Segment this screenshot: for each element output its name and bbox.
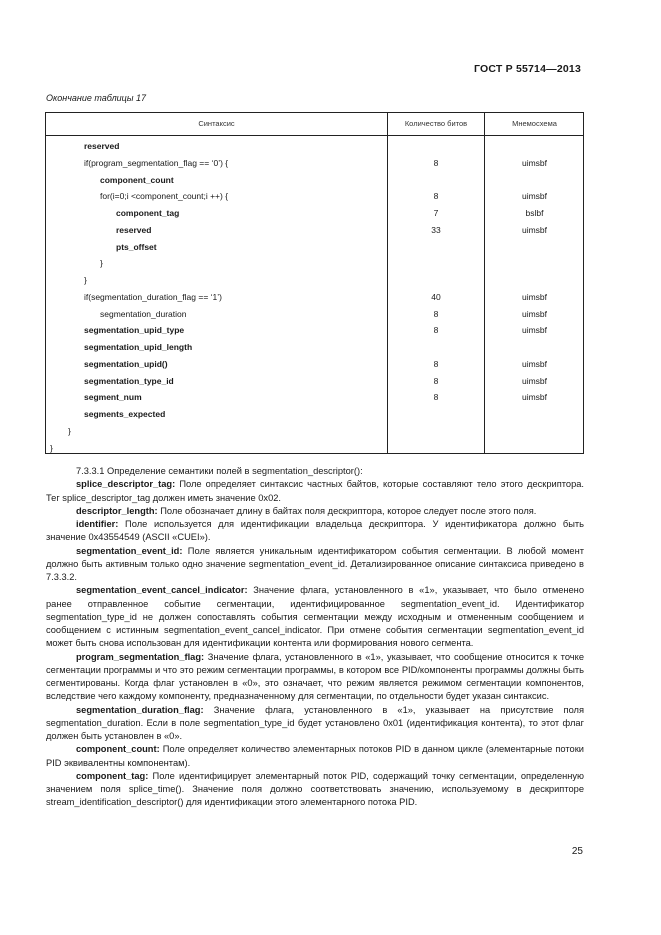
table-row (46, 239, 583, 255)
table-row (46, 406, 583, 422)
table-row (46, 272, 583, 288)
definition-paragraph (46, 545, 584, 585)
bits-cell: 40 (431, 291, 441, 302)
mnemonic-cell: uimsbf (521, 325, 548, 336)
table-row (46, 155, 583, 171)
syntax-cell: } (84, 275, 87, 285)
syntax-cell: reserved (116, 224, 152, 235)
table-row (46, 423, 583, 439)
standard-designation: ГОСТ Р 55714—2013 (473, 63, 581, 75)
syntax-cell: segmentation_upid_length (84, 342, 193, 352)
definition-paragraph (46, 704, 584, 744)
mnemonic-cell: uimsbf (521, 308, 548, 319)
syntax-cell: if(program_segmentation_flag == ‘0’) { (84, 157, 229, 168)
column-header-mnemonic: Мнемосхема (512, 119, 557, 128)
field-term: segmentation_event_cancel_indicator: (76, 585, 248, 596)
table-caption: Окончание таблицы 17 (46, 93, 146, 103)
mnemonic-cell: uimsbf (521, 191, 548, 202)
field-description: Значение флага, установленного в «1», указывает, что сообщение относится к точке сегментации программы и что это режим сегментации программы, в котором все PID/компоненты программы должны быть сегментированы. Когда флаг установлен в «0», это означает, что режим является режимом сегментации компонентов, вследствие чего каждому компоненту, предназначенному для сегментации, по отдельности будет указан синтаксис. (46, 651, 584, 702)
definition-paragraph (46, 743, 584, 770)
mnemonic-cell: uimsbf (521, 375, 548, 386)
bits-cell: 8 (433, 325, 439, 336)
field-term: segmentation_event_id: (76, 545, 183, 556)
field-description: Поле используется для идентификации владельца дескриптора. У идентификатора должно быть значение 0x43554549 (ASCII «CUEI»). (46, 519, 584, 543)
field-term: identifier: (76, 519, 119, 529)
syntax-cell: } (100, 258, 103, 269)
field-description: Значение флага, установленного в «1», указывает на присутствие поля segmentation_duration. Если в поле segmentation_type_id будет установлено 0x01 (идентификация контента), то этот флаг должен быть установлен в «0». (46, 704, 584, 741)
field-term: segmentation_duration_flag: (76, 704, 204, 715)
table-row (46, 389, 583, 405)
field-term: component_tag: (76, 770, 149, 781)
definition-paragraph (46, 770, 584, 810)
mnemonic-cell: uimsbf (521, 392, 548, 403)
table-row (46, 289, 583, 305)
syntax-cell: segment_num (84, 392, 142, 403)
body-text (46, 465, 584, 810)
table-header (46, 113, 583, 136)
field-term: component_count: (76, 744, 160, 755)
mnemonic-cell: uimsbf (521, 224, 548, 235)
field-description: Поле определяет синтаксис частных байтов, которые составляют тело этого дескриптора. Тег splice_descriptor_tag должен иметь значение 0x02. (46, 479, 584, 503)
syntax-cell: for(i=0;i <component_count;i ++) { (100, 191, 229, 202)
table-row (46, 205, 583, 221)
syntax-cell: component_count (100, 174, 174, 185)
field-term: descriptor_length: (76, 505, 158, 516)
bits-cell: 7 (433, 208, 439, 218)
definition-paragraph (46, 505, 584, 518)
syntax-cell: segmentation_duration (100, 308, 187, 319)
mnemonic-cell: bslbf (525, 208, 544, 218)
bits-cell: 8 (433, 358, 439, 369)
syntax-cell: } (50, 442, 53, 453)
table-row (46, 138, 583, 154)
column-header-bits: Количество битов (404, 119, 468, 128)
bits-cell: 8 (433, 191, 439, 202)
field-description: Поле определяет количество элементарных потоков PID в данном цикле (элементарные потоки PID эквивалентны компонентам). (46, 744, 584, 768)
page-number: 25 (571, 846, 583, 857)
syntax-cell: segmentation_upid() (84, 358, 168, 369)
table-row (46, 356, 583, 372)
bits-cell: 8 (433, 308, 439, 319)
table-row (46, 255, 583, 271)
field-description: Значение флага, установленного в «1», указывает, что было отменено ранее отправленное событие сегментации, идентифицированное segmentation_event_id. Идентификатор segmentation_type_id не должен сопоставлять события сегментации между исходным и отмененным сообщением и сообщением с истинным segmentation_event_cancel_indicator. При отмене события сегментации segmentation_event_id может быть снова использован для идентификации контента или формирования нового сегмента. (46, 585, 584, 649)
column-header-syntax: Синтаксис (198, 119, 235, 128)
table-row (46, 339, 583, 355)
field-description: Поле является уникальным идентификатором события сегментации. В любой момент должно быть активным только одно значение segmentation_event_id. Детализированное описание синтаксиса приведено в 7.3.3.2. (46, 545, 584, 582)
table-row (46, 322, 583, 338)
mnemonic-cell: uimsbf (521, 358, 548, 369)
table-row (46, 188, 583, 204)
syntax-cell: if(segmentation_duration_flag == ‘1’) (84, 291, 222, 302)
table-row (46, 222, 583, 238)
mnemonic-cell: uimsbf (521, 291, 548, 302)
table-row (46, 373, 583, 389)
syntax-cell: component_tag (116, 208, 180, 218)
syntax-cell: segmentation_type_id (84, 375, 174, 386)
bits-cell: 8 (433, 375, 439, 386)
syntax-cell: reserved (84, 141, 120, 151)
field-term: splice_descriptor_tag: (76, 479, 176, 490)
mnemonic-cell: uimsbf (521, 157, 548, 168)
field-term: program_segmentation_flag: (76, 651, 205, 662)
section-intro: 7.3.3.1 Определение семантики полей в segmentation_descriptor(): (76, 466, 363, 476)
syntax-cell: pts_offset (116, 241, 157, 252)
table-row (46, 440, 583, 456)
bits-cell: 8 (433, 392, 439, 403)
field-description: Поле идентифицирует элементарный поток PID, содержащий точку сегментации, определенную значением поля splice_time(). Значение поля должно соответствовать значению, используемому в дескрипторе stream_identification_descriptor() для идентификации этого элементарного потока PID. (46, 770, 584, 808)
definition-paragraph (46, 478, 584, 505)
definition-paragraph (46, 584, 584, 650)
definition-paragraph (46, 518, 584, 545)
table-row (46, 306, 583, 322)
syntax-table (45, 112, 584, 454)
bits-cell: 33 (431, 224, 441, 235)
syntax-cell: segmentation_upid_type (84, 325, 185, 336)
bits-cell: 8 (433, 157, 439, 168)
syntax-cell: segments_expected (84, 409, 166, 419)
table-row (46, 172, 583, 188)
definition-paragraph (46, 651, 584, 704)
field-description: Поле обозначает длину в байтах поля дескриптора, которое следует после этого поля. (157, 505, 537, 516)
syntax-cell: } (68, 425, 71, 436)
